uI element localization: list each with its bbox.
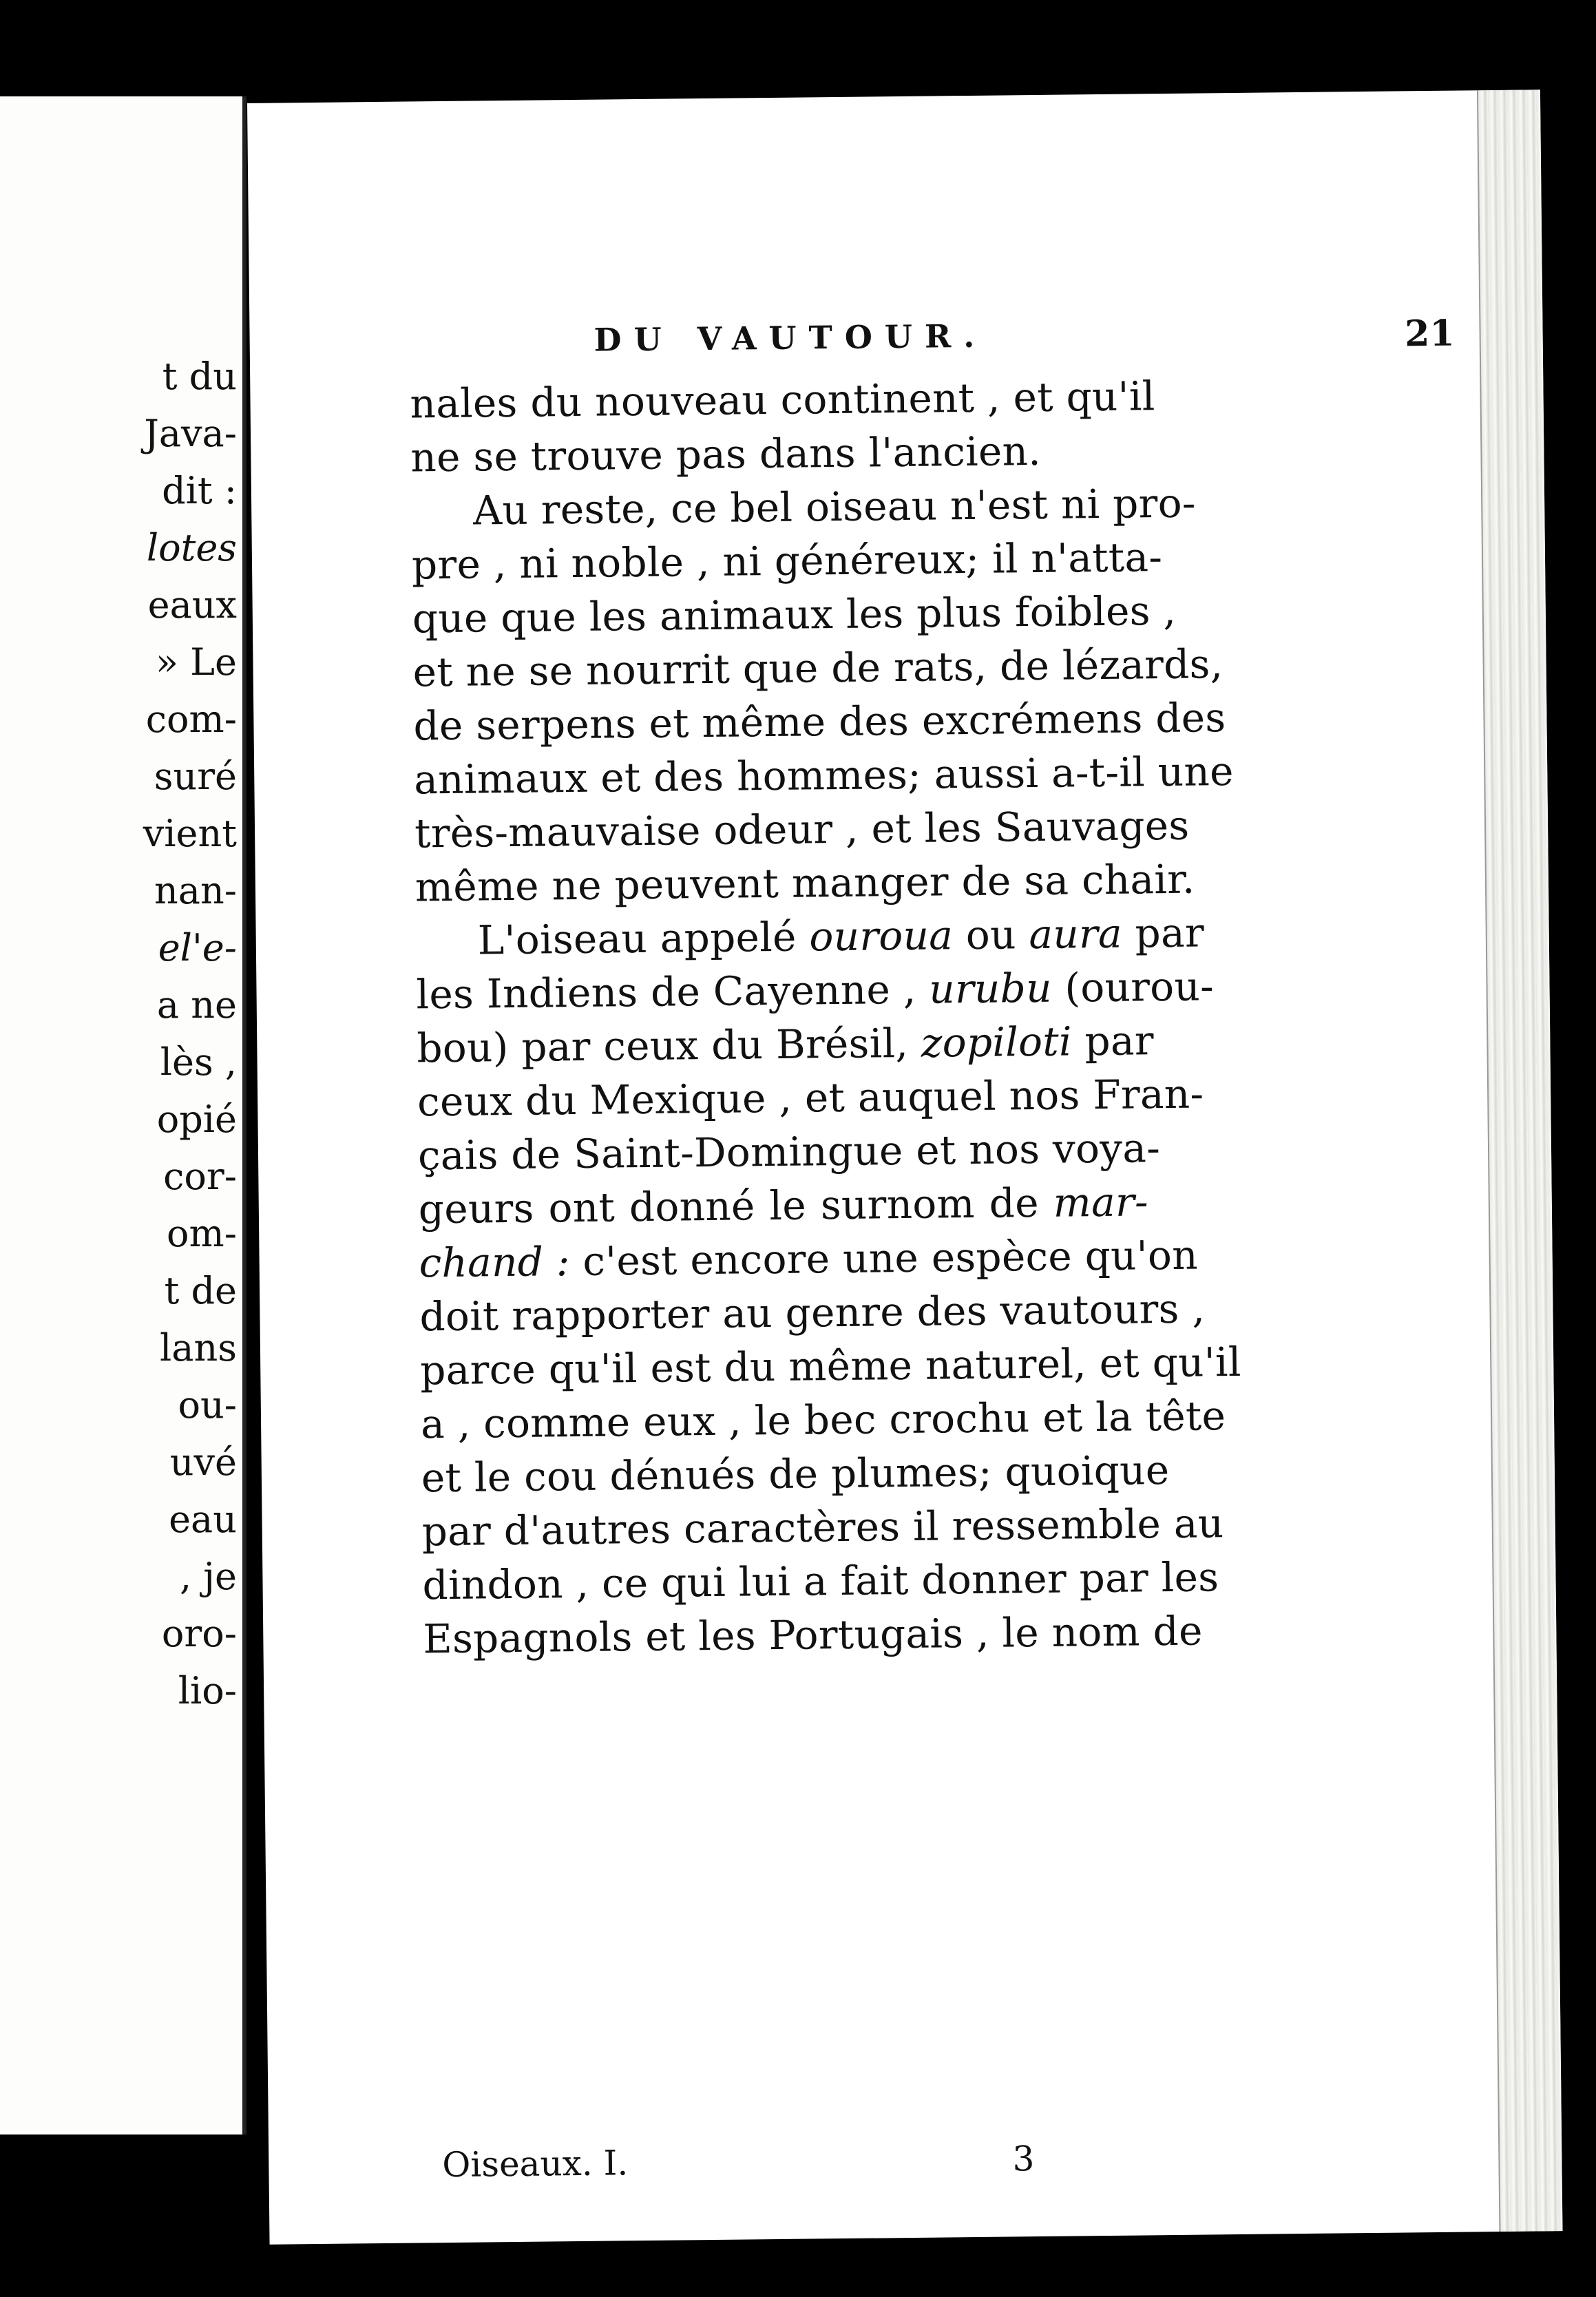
left-page-line-fragment: uvé xyxy=(169,1440,237,1484)
running-head xyxy=(594,313,1455,370)
text-run: Au reste, ce bel oiseau n'est ni pro- xyxy=(472,479,1197,534)
text-line xyxy=(419,1282,1206,1343)
left-page-line-fragment: lio- xyxy=(178,1669,237,1712)
left-page-line-fragment: vient xyxy=(143,812,237,855)
signature-line: Oiseaux. I. xyxy=(442,2143,629,2185)
text-line xyxy=(419,1336,1242,1397)
text-run: les Indiens de Cayenne , xyxy=(416,965,930,1018)
text-line xyxy=(413,691,1226,753)
text-run: parce qu'il est du même naturel, et qu'il xyxy=(419,1338,1242,1394)
left-page-line-fragment: cor- xyxy=(163,1155,237,1198)
text-line xyxy=(414,799,1190,860)
page-edge xyxy=(1477,90,1563,2232)
text-run: par d'autres caractères il ressemble au xyxy=(421,1500,1224,1555)
text-line xyxy=(412,638,1224,699)
text-run: geurs ont donné le surnom de xyxy=(418,1179,1054,1233)
left-page-line-fragment: om- xyxy=(167,1212,237,1255)
text-run: par xyxy=(1071,1017,1155,1065)
italic-term: zopiloti xyxy=(921,1018,1073,1067)
text-run: Espagnols et les Portugais , le nom de xyxy=(423,1607,1203,1663)
text-run: ceux du Mexique , et auquel nos Fran- xyxy=(417,1070,1204,1126)
text-run: par xyxy=(1122,909,1205,957)
text-run: bou) par ceux du Brésil, xyxy=(417,1019,922,1072)
italic-term: ouroua xyxy=(809,912,954,961)
text-line xyxy=(421,1443,1170,1504)
left-page-line-fragment: t du xyxy=(162,355,237,398)
italic-term: mar- xyxy=(1053,1178,1149,1226)
text-line xyxy=(418,1175,1148,1236)
left-page-line-fragment: Java- xyxy=(144,412,237,455)
text-run: nales du nouveau continent , et qu'il xyxy=(410,373,1155,428)
text-line xyxy=(411,530,1163,591)
left-page-line-fragment: dit : xyxy=(162,469,237,512)
text-line xyxy=(410,423,1141,484)
italic-term: chand : xyxy=(419,1238,570,1287)
body-text xyxy=(410,369,1242,1666)
text-run: pre , ni noble , ni généreux; il n'atta- xyxy=(411,534,1163,589)
left-page-fragment xyxy=(0,96,246,2135)
text-line xyxy=(420,1389,1226,1451)
text-run: (ourou- xyxy=(1051,963,1215,1011)
text-run: de serpens et même des excrémens des xyxy=(413,694,1226,750)
text-run: doit rapporter au genre des vautours , xyxy=(419,1285,1206,1341)
text-line xyxy=(421,1497,1224,1558)
left-page-line-fragment: lotes xyxy=(146,526,237,569)
text-line xyxy=(411,476,1197,538)
text-line xyxy=(412,584,1177,645)
text-run: dindon , ce qui lui a fait donner par les xyxy=(422,1553,1219,1609)
left-page-line-fragment: oro- xyxy=(161,1612,237,1655)
text-line xyxy=(417,1014,1155,1075)
left-page-line-fragment: , je xyxy=(179,1555,237,1598)
text-run: ne se trouve pas dans l'ancien. xyxy=(410,427,1042,481)
text-line xyxy=(422,1551,1219,1612)
page-footer xyxy=(428,2139,1035,2185)
running-title: DU VAUTOUR. xyxy=(594,317,987,359)
text-run: L'oiseau appelé xyxy=(477,913,810,964)
left-page-line-fragment: eau xyxy=(169,1498,237,1541)
text-line xyxy=(423,1604,1203,1666)
text-line xyxy=(419,1228,1199,1290)
left-page-line-fragment: opié xyxy=(156,1098,237,1141)
left-page-line-fragment: ou- xyxy=(178,1383,237,1427)
left-page-line-fragment: eaux xyxy=(147,583,237,627)
left-page-line-fragment: t de xyxy=(164,1269,237,1312)
text-run: çais de Saint-Domingue et nos voya- xyxy=(417,1124,1161,1179)
italic-term: aura xyxy=(1029,910,1123,958)
left-page-line-fragment: suré xyxy=(154,755,237,798)
left-page-line-fragment: lès , xyxy=(160,1040,237,1084)
text-line xyxy=(413,745,1235,806)
left-page-line-fragment: a ne xyxy=(156,983,237,1027)
text-run: c'est encore une espèce qu'on xyxy=(569,1231,1199,1286)
page-number: 21 xyxy=(1404,312,1455,355)
text-run: animaux et des hommes; aussi a-t-il une xyxy=(413,747,1235,804)
text-line xyxy=(417,1067,1204,1129)
left-page-line-fragment: el'e- xyxy=(158,926,237,969)
text-line xyxy=(410,369,1155,430)
text-run: ou xyxy=(952,911,1029,959)
text-run: que que les animaux les plus foibles , xyxy=(412,587,1177,642)
left-page-line-fragment: » Le xyxy=(155,640,237,684)
text-run: a , comme eux , le bec crochu et la tête xyxy=(420,1392,1226,1448)
left-page-line-fragment: lans xyxy=(160,1326,237,1370)
text-run: même ne peuvent manger de sa chair. xyxy=(414,855,1195,911)
text-line xyxy=(414,852,1195,914)
text-line xyxy=(415,906,1205,967)
text-run: et le cou dénués de plumes; quoique xyxy=(421,1447,1170,1502)
text-line xyxy=(417,1121,1161,1182)
left-page-line-fragment: nan- xyxy=(154,869,237,912)
signature-mark: 3 xyxy=(1012,2139,1035,2179)
left-page-line-fragment: com- xyxy=(145,698,237,741)
italic-term: urubu xyxy=(928,964,1052,1013)
text-run: et ne se nourrit que de rats, de lézards, xyxy=(412,640,1224,696)
text-run: très-mauvaise odeur , et les Sauvages xyxy=(414,801,1190,857)
right-page xyxy=(247,90,1562,2244)
text-line xyxy=(416,960,1215,1021)
